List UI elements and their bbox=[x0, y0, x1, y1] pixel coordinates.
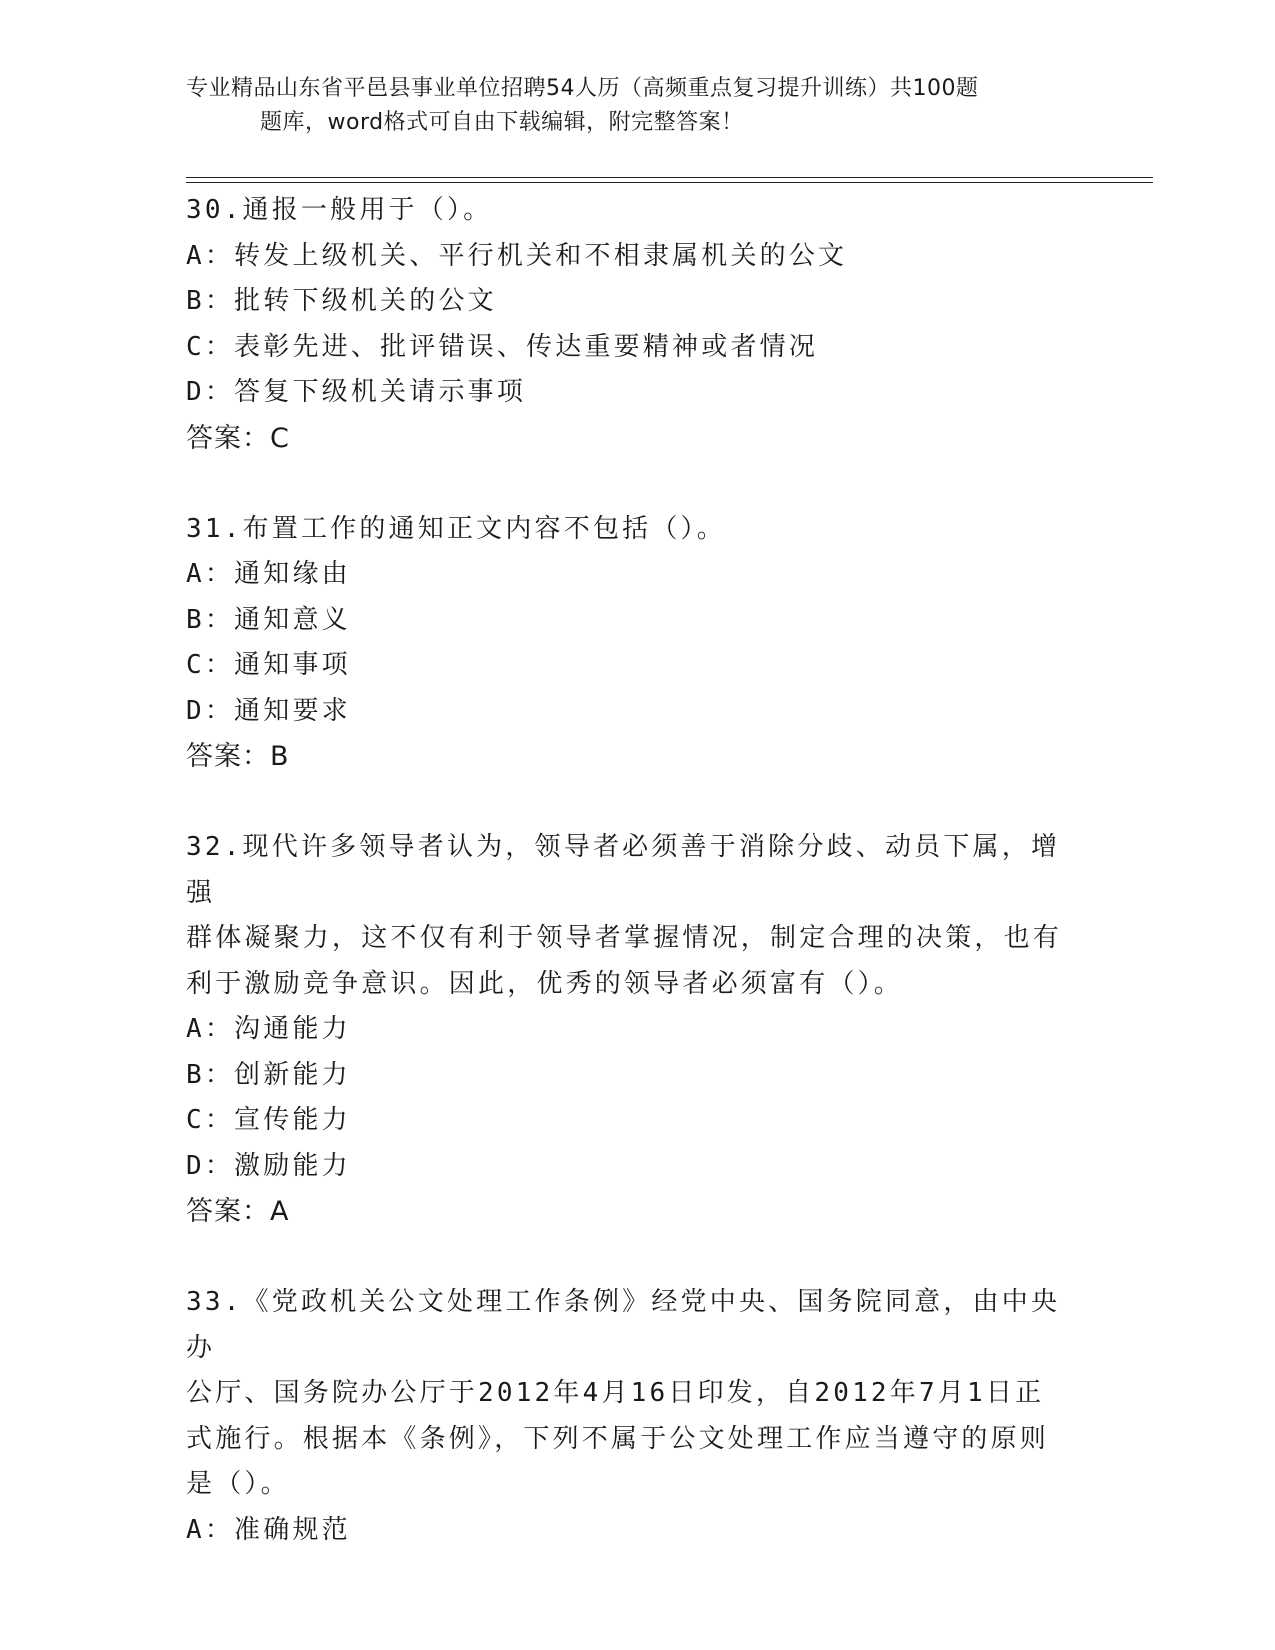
document-header bbox=[186, 72, 1086, 140]
option-a: A：准确规范 bbox=[186, 1514, 351, 1545]
answer-line: 答案：C bbox=[186, 422, 290, 454]
option-d: D：答复下级机关请示事项 bbox=[186, 377, 527, 407]
answer-line: 答案：A bbox=[186, 1196, 290, 1227]
option-c: C：表彰先进、批评错误、传达重要精神或者情况 bbox=[186, 331, 819, 362]
question-spacer bbox=[186, 780, 1086, 826]
option-a: A：通知缘由 bbox=[186, 559, 351, 589]
option-d: D：激励能力 bbox=[186, 1150, 351, 1181]
question-stem-line-1: 33.《党政机关公文处理工作条例》经党中央、国务院同意，由中央办 bbox=[186, 1287, 1061, 1363]
question-item bbox=[186, 188, 1086, 461]
option-d: D：通知要求 bbox=[186, 695, 351, 726]
option-c: C：宣传能力 bbox=[186, 1105, 351, 1135]
option-a: A：转发上级机关、平行机关和不相隶属机关的公文 bbox=[186, 240, 848, 271]
option-a: A：沟通能力 bbox=[186, 1014, 351, 1044]
question-stem-line-3: 式施行。根据本《条例》，下列不属于公文处理工作应当遵守的原则 bbox=[186, 1423, 1050, 1454]
question-item bbox=[186, 1280, 1086, 1553]
header-title-line-2: 题库，word格式可自由下载编辑，附完整答案！ bbox=[260, 110, 744, 135]
question-stem: 30.通报一般用于（）。 bbox=[186, 195, 493, 225]
question-list bbox=[186, 188, 1086, 1553]
header-title-line-1: 专业精品山东省平邑县事业单位招聘54人历（高频重点复习提升训练）共100题 bbox=[186, 76, 979, 101]
option-c: C：通知事项 bbox=[186, 650, 351, 680]
question-spacer bbox=[186, 461, 1086, 507]
question-stem-line-3: 利于激励竞争意识。因此，优秀的领导者必须富有（）。 bbox=[186, 968, 904, 999]
question-stem-line-4: 是（）。 bbox=[186, 1469, 290, 1499]
question-item bbox=[186, 507, 1086, 780]
question-stem-line-2: 公厅、国务院办公厅于2012年4月16日印发，自2012年7月1日正 bbox=[186, 1378, 1045, 1408]
option-b: B：通知意义 bbox=[186, 604, 351, 635]
question-stem: 31.布置工作的通知正文内容不包括（）。 bbox=[186, 513, 726, 544]
option-b: B：创新能力 bbox=[186, 1059, 351, 1090]
answer-line: 答案：B bbox=[186, 741, 290, 772]
header-divider-bottom bbox=[186, 182, 1153, 183]
question-item bbox=[186, 825, 1086, 1235]
question-stem-line-1: 32.现代许多领导者认为，领导者必须善于消除分歧、动员下属，增强 bbox=[186, 832, 1061, 908]
question-stem-line-2: 群体凝聚力，这不仅有利于领导者掌握情况，制定合理的决策，也有 bbox=[186, 923, 1063, 953]
question-spacer bbox=[186, 1235, 1086, 1281]
option-b: B：批转下级机关的公文 bbox=[186, 286, 497, 316]
header-divider-top bbox=[186, 177, 1153, 178]
